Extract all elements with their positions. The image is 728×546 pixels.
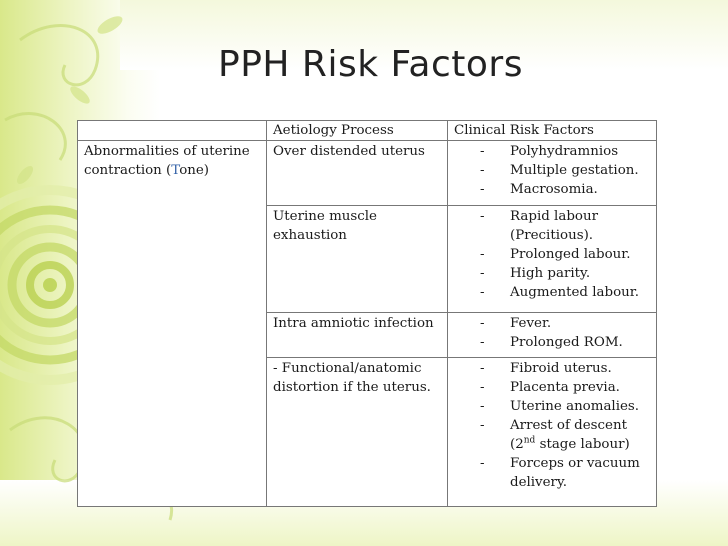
header-category [78,121,267,141]
factors-cell [448,357,657,506]
list-item: - Rapid labour (Precitious). [480,207,650,245]
table-header-row [78,121,657,141]
list-item: - Prolonged labour. [480,245,650,264]
list-item: - Fibroid uterus. [480,359,650,378]
process-cell: Uterine muscle exhaustion [267,206,448,313]
factors-list [454,142,650,199]
factors-list [454,314,650,352]
factors-cell [448,141,657,206]
header-aetiology-process: Aetiology Process [267,121,448,141]
list-item: - Multiple gestation. [480,161,650,180]
category-text-prefix: Abnormalities of uterine contraction ( [84,144,250,178]
table-row [78,141,657,206]
descent-text: Arrest of descent (2 [510,417,627,452]
category-cell [78,141,267,507]
list-item: - Forceps or vacuum delivery. [480,454,650,492]
list-item [480,416,650,454]
list-item: - Placenta previa. [480,378,650,397]
list-item: - Augmented labour. [480,283,650,302]
risk-factors-table [77,120,657,507]
factors-cell [448,206,657,313]
list-item: - Uterine anomalies. [480,397,650,416]
list-item: - Fever. [480,314,650,333]
slide-title: PPH Risk Factors [218,44,523,85]
list-item: - Macrosomia. [480,180,650,199]
factors-cell [448,313,657,357]
ordinal-suffix: nd [523,435,536,446]
factors-list [454,207,650,302]
header-clinical-risk-factors: Clinical Risk Factors [448,121,657,141]
list-item: - Prolonged ROM. [480,333,650,352]
process-cell: - Functional/anatomic distortion if the uterus. [267,357,448,506]
descent-text-end: stage labour) [535,436,630,452]
category-text-highlight: T [171,163,180,178]
list-item: - Polyhydramnios [480,142,650,161]
category-text-suffix: one) [179,163,210,178]
list-item: - High parity. [480,264,650,283]
factors-list [454,359,650,492]
process-cell: Over distended uterus [267,141,448,206]
process-cell: Intra amniotic infection [267,313,448,357]
